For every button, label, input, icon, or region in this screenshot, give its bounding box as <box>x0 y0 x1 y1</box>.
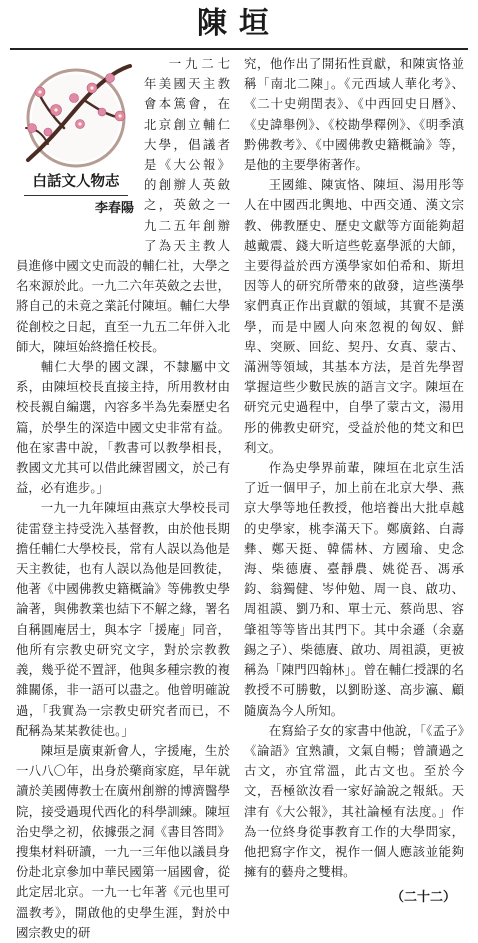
right-column <box>244 54 464 909</box>
left-paragraph-2: 輔仁大學的國文課，不隸屬中文系，由陳垣校長直接主持，所用教材由校長親自編選，內容多半為先秦歷史名篇，於學生的深造中國文史非常有益。他在家書中說，「教書可以教學相長，教國文尤其可以借此練習國文，於己有益，必有進步。」 <box>16 359 230 496</box>
page-title: 陳垣 <box>197 6 281 41</box>
left-paragraph-4: 陳垣是廣東新會人，字援庵，生於一八八〇年，出身於藥商家庭，早年就讀於美國傳教士在廣州創辦的博濟醫學院，接受過現代西化的科學訓練。陳垣治史學之初，依據張之洞《書目答問》搜集材料研讀，一九一三年他以議員身份赴北京參加中華民國第一屆國會，從此定居北京。一九一七年著《元也里可溫教考》，開啟他的史學生涯，對於中國宗教史的研 <box>16 742 230 940</box>
plum-blossom-emblem-icon <box>18 58 136 176</box>
left-paragraph-1: 一九二七年美國天主教會本篤會，在北京創立輔仁大學，倡議者是《大公報》的創辦人英斂之，英斂之一九二五年創辦了為天主教人員進修中國文史而設的輔仁社，大學之名來源於此。一九二六年英斂之去世，將自己的未竟之業託付陳垣。輔仁大學從創校之日起，直至一九五二年併入北師大，陳垣始終擔任校長。 <box>16 56 230 354</box>
left-column <box>16 54 230 943</box>
right-paragraph-continued: 究，他作出了開拓性貢獻，和陳寅恪並稱「南北二陳」。《元西域人華化考》、《二十史朔閏表》、《中西回史日曆》、《史諱舉例》、《校勘學釋例》、《明季滇黔佛教考》、《中國佛教史籍概論》等，是他的主要學術著作。 <box>244 56 464 173</box>
header-divider <box>10 48 468 50</box>
right-paragraph-3: 作為史學界前輩，陳垣在北京生活了近一個甲子，加上前在北京大學、燕京大學等地任教授，他培養出大批卓越的史學家，桃李滿天下。鄭廣銘、白壽彝、鄭天挺、韓儒林、方國瑜、史念海、柴德賡、臺靜農、姚從吾、馮承鈞、翁獨健、岑仲勉、周一良、啟功、周祖謨、劉乃和、單士元、蔡尚思、容肇祖等等皆出其門下。其中余遜（余嘉錫之子）、柴德賡、啟功、周祖謨，更被稱為「陳門四翰林」。曾在輔仁授課的名教授不可勝數，以劉盼遂、高步瀛、顧隨廣為今人所知。 <box>244 460 464 718</box>
author-name: 李春陽 <box>94 201 134 216</box>
page-number: （二十二） <box>390 890 456 906</box>
column-series-title: 白話文人物志 <box>32 173 120 190</box>
series-underline <box>24 195 128 196</box>
series-header-block <box>14 54 140 248</box>
right-paragraph-2: 王國維、陳寅恪、陳垣、湯用彤等人在中國西北輿地、中西交通、漢文宗教、佛教歷史、歷史文獻等方面能夠超越戴震、錢大昕這些乾嘉學派的大師，主要得益於西方漢學家如伯希和、斯坦因等人的研究所帶來的啟發，這些漢學家們真正作出貢獻的領域，其實不是漢學，而是中國人向來忽視的匈奴、鮮卑、突厥、回紇、契丹、女真、蒙古、滿洲等領域，其基本方法，是首先學習掌握這些少數民族的語言文字。陳垣在研究元史過程中，自學了蒙古文，湯用彤的佛教史研究，受益於他的梵文和巴利文。 <box>244 177 464 455</box>
left-paragraph-3: 一九一九年陳垣由燕京大學校長司徒雷登主持受洗入基督教，由於他長期擔任輔仁大學校長，常有人誤以為他是天主教徒，也有人誤以為他是回教徒，他著《中國佛教史籍概論》等佛教史學論著，與佛教業也結下不解之緣，署名自稱圓庵居士，與本字「援庵」同音，他所有宗教史研究文字，對於宗教教義，幾乎從不置評，他與多種宗教的複雜關係，非一語可以盡之。他曾明確說過，「我實為一宗教史研究者而已，不配稱為某某教徒也。」 <box>16 500 230 738</box>
right-paragraph-4: 在寫給子女的家書中他說，「《孟子》《論語》宜熟讀，文氣自暢；曾讀過之古文，亦宜常溫，此古文也。至於今文，吾極欲汝看一家好論說之報紙。天津有《大公報》，其社論極有法度。」作為一位終身從事教育工作的大學問家，他把寫字作文，視作一個人應該並能夠擁有的藝舟之雙楫。 <box>244 722 464 880</box>
